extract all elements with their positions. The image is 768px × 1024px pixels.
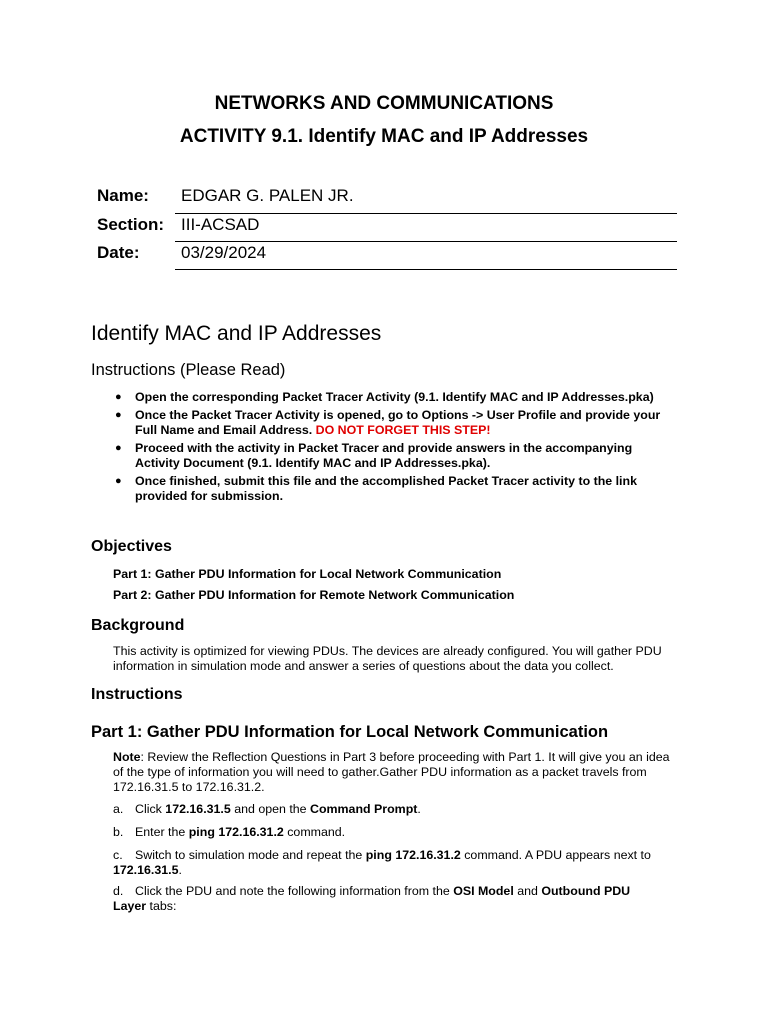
part1-heading: Part 1: Gather PDU Information for Local Network Communication (91, 723, 609, 741)
section-underline (175, 241, 677, 242)
list-item: ● Open the corresponding Packet Tracer Activity (9.1. Identify MAC and IP Addresses.pka) (115, 390, 654, 404)
background-heading: Background (91, 617, 185, 634)
step-a: a. Click 172.16.31.5 and open the Command Prompt. (113, 802, 421, 816)
step-d: d. Click the PDU and note the following information from the OSI Model and Outbound PDU Layer tabs: (113, 884, 631, 913)
instructions-heading: Instructions (91, 686, 183, 703)
section-label: Section: (97, 215, 165, 234)
date-value: 03/29/2024 (181, 243, 267, 262)
date-underline (175, 269, 677, 270)
objectives-heading: Objectives (91, 538, 172, 555)
name-label: Name: (97, 186, 149, 205)
objective-part1: Part 1: Gather PDU Information for Local Network Communication (113, 567, 502, 581)
course-title: NETWORKS AND COMMUNICATIONS (214, 93, 554, 114)
step-c: c. Switch to simulation mode and repeat the ping 172.16.31.2 command. A PDU appears next to 172.16.31.5. (113, 848, 651, 877)
part1-note: Note: Review the Reflection Questions in Part 3 before proceeding with Part 1. It will give you an idea of the type of information you will need to gather.Gather PDU information as a packet travels from 172.16.31.5 to 172.16.31.2. (113, 750, 670, 794)
list-item: ● Once finished, submit this file and the accomplished Packet Tracer activity to the link provided for submission. (115, 474, 637, 503)
date-label: Date: (97, 243, 140, 262)
section-value: III-ACSAD (181, 215, 260, 234)
warning-text: DO NOT FORGET THIS STEP! (315, 423, 491, 437)
list-item: ● Once the Packet Tracer Activity is opened, go to Options -> User Profile and provide your Full Name and Email Address. DO NOT FORGET THIS STEP! (115, 408, 661, 437)
name-underline (175, 213, 677, 214)
main-title: Identify MAC and IP Addresses (91, 322, 382, 345)
instructions-read-heading: Instructions (Please Read) (91, 361, 286, 379)
list-item: ● Proceed with the activity in Packet Tracer and provide answers in the accompanying Activity Document (9.1. Identify MAC and IP Addresses.pka). (115, 441, 633, 470)
name-value: EDGAR G. PALEN JR. (181, 186, 354, 205)
instructions-list (113, 390, 673, 507)
step-b: b. Enter the ping 172.16.31.2 command. (113, 825, 346, 839)
activity-title: ACTIVITY 9.1. Identify MAC and IP Addresses (179, 126, 589, 147)
background-text: This activity is optimized for viewing PDUs. The devices are already configured. You will gather PDU information in simulation mode and answer a series of questions about the data you collect. (113, 644, 662, 673)
objective-part2: Part 2: Gather PDU Information for Remote Network Communication (113, 588, 515, 602)
